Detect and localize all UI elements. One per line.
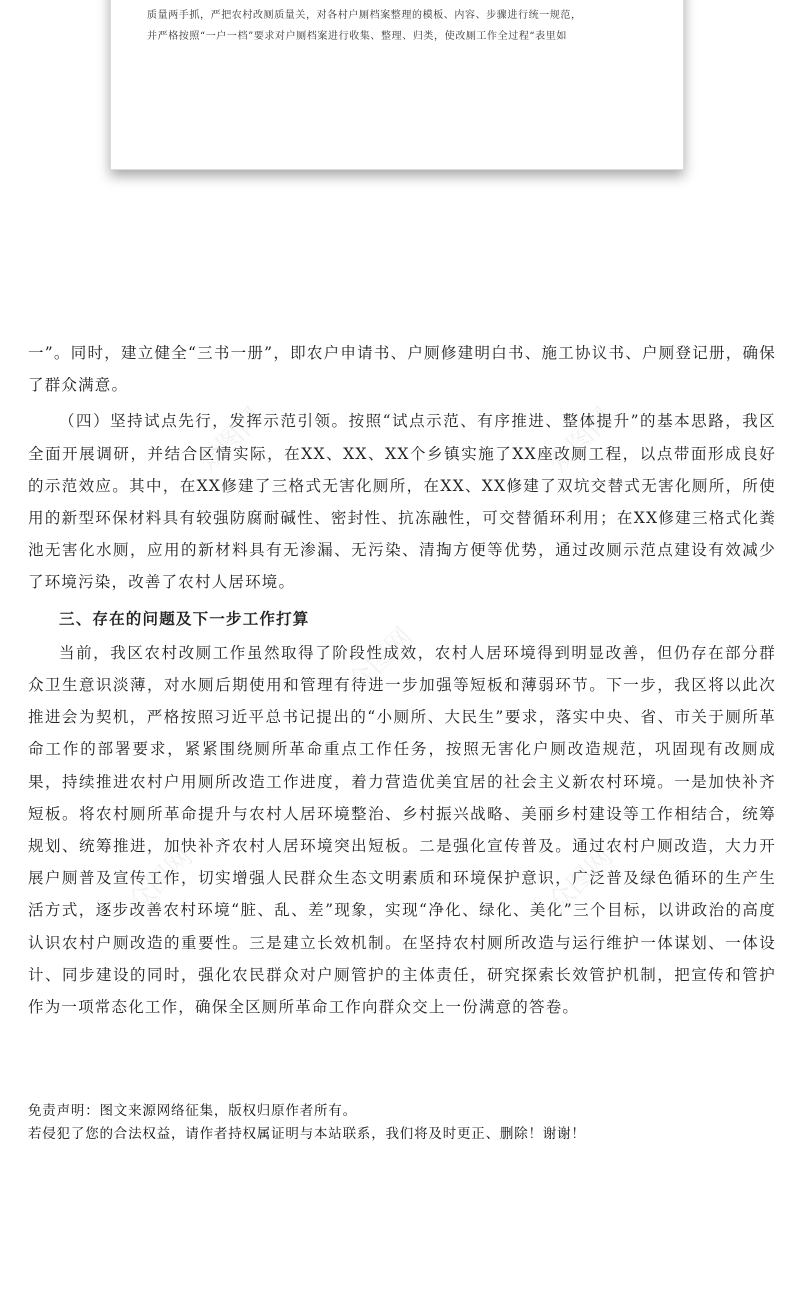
preview-line: 并严格按照“一户一档”要求对户厕档案进行收集、整理、归类，使改厕工作全过程“表里如 xyxy=(147,31,567,42)
watermark: 众图网 xyxy=(542,842,619,919)
watermark: 众图网 xyxy=(542,402,619,479)
disclaimer-line: 若侵犯了您的合法权益，请作者持权属证明与本站联系，我们将及时更正、删除！谢谢！ xyxy=(28,1126,586,1142)
document-preview-card xyxy=(110,0,684,170)
disclaimer xyxy=(28,1100,776,1146)
paragraph-plan: 当前，我区农村改厕工作虽然取得了阶段性成效，农村人居环境得到明显改善，但仍存在部分群众卫生意识淡薄，对水厕后期使用和管理有待进一步加强等短板和薄弱环节。下一步，我区将以此次推进会为契机，严格按照习近平总书记提出的“小厕所、大民生”要求，落实中央、省、市关于厕所革命工作的部署要求，紧紧围绕厕所革命重点工作任务，按照无害化户厕改造规范，巩固现有改厕成果，持续推进农村户用厕所改造工作进度，着力营造优美宜居的社会主义新农村环境。一是加快补齐短板。将农村厕所革命提升与农村人居环境整治、乡村振兴战略、美丽乡村建设等工作相结合，统筹规划、统筹推进，加快补齐农村人居环境突出短板。二是强化宣传普及。通过农村户厕改造，大力开展户厕普及宣传工作，切实增强人民群众生态文明素质和环境保护意识，广泛普及绿色循环的生产生活方式，逐步改善农村环境“脏、乱、差”现象，实现“净化、绿化、美化”三个目标，以讲政治的高度认识农村户厕改造的重要性。三是建立长效机制。在坚持农村厕所改造与运行维护一体谋划、一体设计、同步建设的同时，强化农民群众对户厕管护的主体责任，研究探索长效管护机制，把宣传和管护作为一项常态化工作，确保全区厕所革命工作向群众交上一份满意的答卷。 xyxy=(28,643,776,1017)
disclaimer-line: 免责声明：图文来源网络征集，版权归原作者所有。 xyxy=(28,1103,357,1119)
paragraph-pilot: （四）坚持试点先行，发挥示范引领。按照“试点示范、有序推进、整体提升”的基本思路，我区全面开展调研，并结合区情实际，在XX、XX、XX个乡镇实施了XX座改厕工程，以点带面形成良好的示范效应。其中，在XX修建了三格式无害化厕所，在XX、XX修建了双坑交替式无害化厕所，所使用的新型环保材料具有较强防腐耐碱性、密封性、抗冻融性，可交替循环利用；在XX修建三格式化粪池无害化水厕，应用的新材料具有无渗漏、无污染、清掏方便等优势，通过改厕示范点建设有效减少了环境污染，改善了农村人居环境。 xyxy=(28,412,776,592)
watermark: 众图网 xyxy=(122,842,199,919)
section-heading: 三、存在的问题及下一步工作打算 xyxy=(59,608,310,628)
watermark: 众图网 xyxy=(192,402,269,479)
article-body xyxy=(28,337,776,1023)
watermark: 众图网 xyxy=(342,622,419,699)
preview-line: 质量两手抓，严把农村改厕质量关，对各村户厕档案整理的模板、内容、步骤进行统一规范， xyxy=(147,10,582,21)
paragraph-continuation: 一”。同时，建立健全“三书一册”，即农户申请书、户厕修建明白书、施工协议书、户厕登记册，确保了群众满意。 xyxy=(28,344,776,395)
